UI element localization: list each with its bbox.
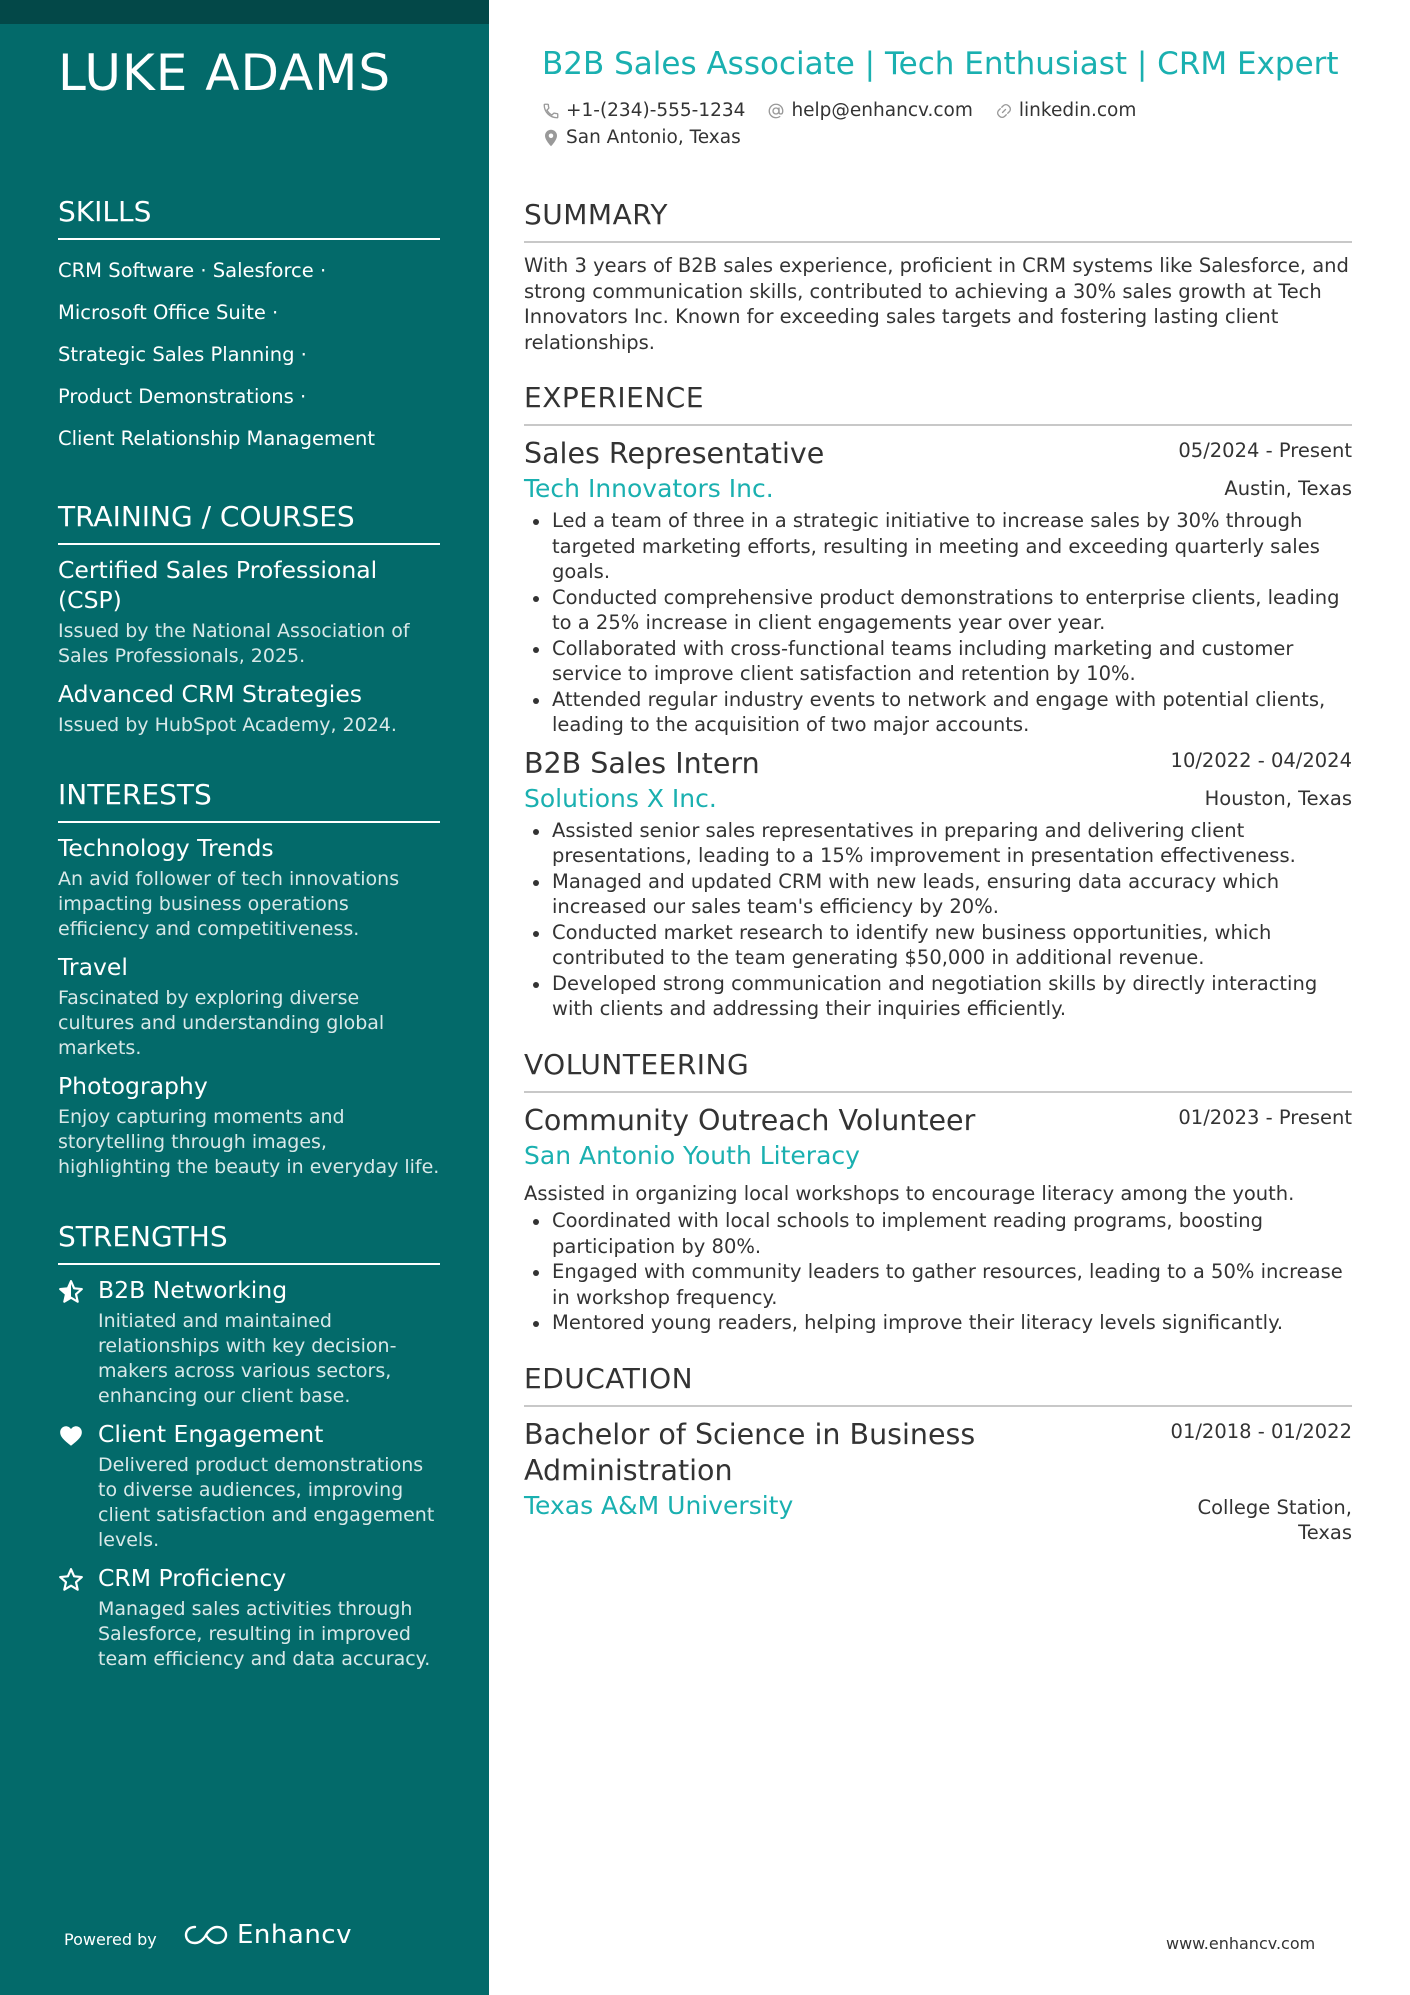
strengths-heading: STRENGTHS [58,1220,440,1265]
volunteer-header [524,1103,1352,1139]
bullet-item: Assisted senior sales representatives in preparing and delivering client presentations, leading to a 15% improvement in presentation effectiveness. [524,818,1352,869]
job-header [524,746,1352,782]
training-heading: TRAINING / COURSES [58,500,440,545]
volunteer-role: Community Outreach Volunteer [524,1103,976,1137]
main-content [524,198,1352,1546]
job-entry [524,746,1352,1022]
skill-line: Product Demonstrations · [58,385,307,408]
strength-item [58,1419,440,1553]
bullet-item: Managed and updated CRM with new leads, ensuring data accuracy which increased our sales team's efficiency by 20%. [524,869,1352,920]
headline: B2B Sales Associate | Tech Enthusiast | CRM Expert [542,46,1339,82]
link-icon [995,102,1013,120]
job-subheader [524,782,1352,816]
course-desc: Issued by HubSpot Academy, 2024. [58,714,397,736]
strength-desc: Delivered product demonstrations to diverse audiences, improving client satisfaction and engagement levels. [98,1454,435,1551]
strength-title: CRM Proficiency [98,1564,287,1592]
star-half-icon [58,1279,84,1305]
sidebar [0,0,489,1995]
sidebar-top-band [0,0,489,24]
phone-text: +1-(234)-555-1234 [566,100,746,121]
education-header [524,1417,1352,1489]
education-location: College Station, Texas [1197,1495,1352,1544]
bullet-item: Coordinated with local schools to implement reading programs, boosting participation by 80%. [524,1208,1352,1259]
skill-line: Microsoft Office Suite · [58,301,279,324]
interest-title: Photography [58,1072,208,1100]
phone-icon [542,102,560,120]
bullet-item: Collaborated with cross-functional teams including marketing and customer service to improve client satisfaction and retention by 10%. [524,636,1352,687]
volunteer-date: 01/2023 - Present [1178,1105,1352,1129]
job-date: 05/2024 - Present [1178,439,1352,462]
job-bullets [524,508,1352,738]
volunteer-org: San Antonio Youth Literacy [524,1140,860,1170]
job-company: Tech Innovators Inc. [524,474,774,503]
interests-heading: INTERESTS [58,778,440,823]
course-title: Certified Sales Professional (CSP) [58,556,378,614]
location-pin-icon [542,128,560,148]
skill-line: CRM Software · Salesforce · [58,259,327,282]
summary-heading: SUMMARY [524,198,1352,243]
enhancv-logo-icon [183,1923,229,1947]
bullet-item: Conducted market research to identify new business opportunities, which contributed to the team generating $50,000 in additional revenue. [524,920,1352,971]
course-desc: Issued by the National Association of Sales Professionals, 2025. [58,620,410,667]
heart-icon [58,1423,84,1449]
location-item [542,127,741,148]
powered-by-label: Powered by [64,1930,157,1949]
footer-website[interactable]: www.enhancv.com [1166,1934,1316,1953]
job-entry [524,436,1352,738]
linkedin-text: linkedin.com [1018,100,1137,121]
strength-desc: Managed sales activities through Salesforce, resulting in improved team efficiency and data accuracy. [98,1598,431,1670]
interest-desc: An avid follower of tech innovations impacting business operations efficiency and competitiveness. [58,868,400,940]
bullet-item: Engaged with community leaders to gather resources, leading to a 50% increase in workshop frequency. [524,1259,1352,1310]
volunteer-desc: Assisted in organizing local workshops to encourage literacy among the youth. [524,1181,1295,1205]
summary-section [524,198,1352,355]
job-role: Sales Representative [524,437,825,470]
experience-section [524,381,1352,1022]
strength-item [58,1275,440,1409]
strength-title: B2B Networking [98,1276,288,1304]
interest-title: Technology Trends [58,834,274,862]
course-title: Advanced CRM Strategies [58,680,363,708]
skill-line: Client Relationship Management [58,427,376,450]
interest-title: Travel [58,953,128,981]
interest-desc: Fascinated by exploring diverse cultures and understanding global markets. [58,987,385,1059]
email-text: help@enhancv.com [791,100,973,121]
sidebar-content [58,195,440,1672]
education-date: 01/2018 - 01/2022 [1170,1419,1352,1443]
education-subheader [524,1489,1352,1546]
education-degree: Bachelor of Science in Business Administration [524,1417,976,1487]
bullet-item: Developed strong communication and negotiation skills by directly interacting with clients and addressing their inquiries efficiently. [524,971,1352,1022]
volunteer-entry [524,1103,1352,1336]
phone-item [542,100,745,121]
education-heading: EDUCATION [524,1362,1352,1407]
email-item[interactable] [767,100,972,121]
education-school: Texas A&M University [524,1490,794,1520]
job-role: B2B Sales Intern [524,746,760,780]
interest-desc: Enjoy capturing moments and storytelling through images, highlighting the beauty in everyday life. [58,1106,440,1178]
skill-line: Strategic Sales Planning · [58,343,307,366]
job-location: Houston, Texas [1204,786,1352,810]
strength-title: Client Engagement [98,1420,324,1448]
job-date: 10/2022 - 04/2024 [1170,748,1352,772]
volunteering-section [524,1048,1352,1336]
enhancv-logo[interactable] [183,1920,352,1950]
star-outline-icon [58,1567,84,1593]
education-section [524,1362,1352,1546]
bullet-item: Conducted comprehensive product demonstrations to enterprise clients, leading to a 25% increase in client engagements year over year. [524,585,1352,636]
at-icon [767,102,785,120]
job-subheader [524,472,1352,506]
strengths-section [58,1220,440,1672]
bullet-item: Attended regular industry events to network and engage with potential clients, leading to the acquisition of two major accounts. [524,687,1352,738]
job-company: Solutions X Inc. [524,783,717,813]
training-section [58,500,440,738]
job-bullets [524,818,1352,1022]
education-entry [524,1417,1352,1546]
strength-item [58,1563,440,1672]
volunteering-heading: VOLUNTEERING [524,1048,1352,1093]
interests-section [58,778,440,1180]
location-text: San Antonio, Texas [566,127,741,148]
skills-heading: SKILLS [58,195,440,240]
bullet-item: Led a team of three in a strategic initiative to increase sales by 30% through targeted marketing efforts, resulting in meeting and exceeding quarterly sales goals. [524,508,1352,585]
summary-text: With 3 years of B2B sales experience, proficient in CRM systems like Salesforce, and strong communication skills, contributed to achieving a 30% sales growth at Tech Innovators Inc. Known for exceeding sales targets and fostering lasting client relationships. [524,254,1349,354]
skills-section [58,195,440,460]
enhancv-logo-text: Enhancv [237,1920,352,1950]
contact-row [542,100,1136,121]
volunteer-bullets [524,1208,1352,1336]
strength-desc: Initiated and maintained relationships with key decision-makers across various sectors, enhancing our client base. [98,1310,397,1407]
candidate-name: LUKE ADAMS [58,44,392,102]
job-location: Austin, Texas [1224,477,1352,500]
bullet-item: Mentored young readers, helping improve their literacy levels significantly. [524,1310,1352,1336]
job-header [524,436,1352,472]
linkedin-item[interactable] [995,100,1136,121]
experience-heading: EXPERIENCE [524,381,1352,426]
